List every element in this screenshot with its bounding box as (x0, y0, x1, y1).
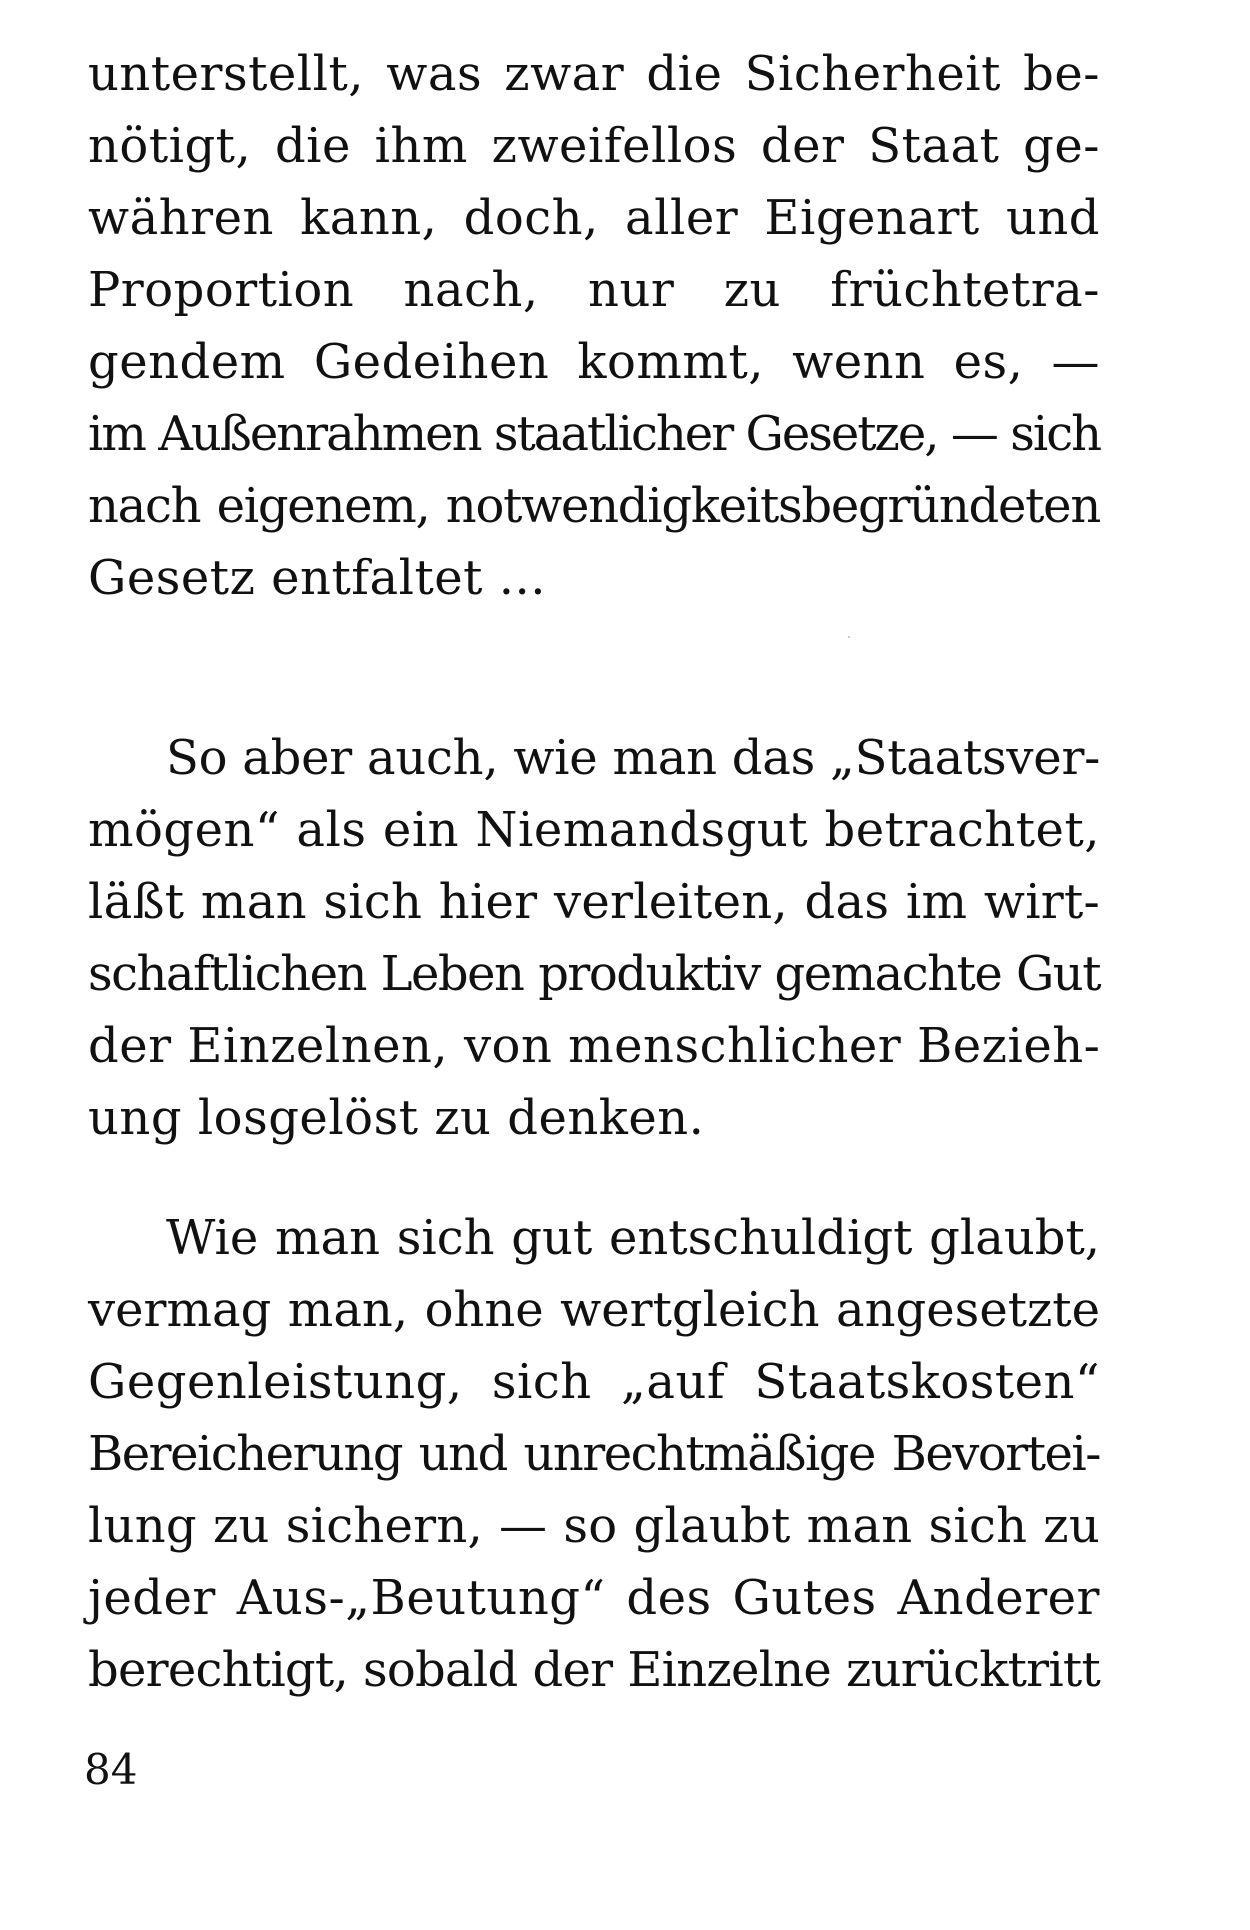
text-line: So aber auch, wie man das „Staatsver- (166, 730, 1101, 786)
text-line: Bereicherung und unrechtmäßige Bevortei- (88, 1426, 1100, 1482)
text-line: unterstellt, was zwar die Sicherheit be- (88, 46, 1100, 102)
text-line: der Einzelnen, von menschlicher Bezieh- (88, 1018, 1101, 1074)
text-line: Gesetz entfaltet ... (88, 550, 546, 606)
text-line: nach eigenem, notwendigkeitsbegründeten (88, 478, 1100, 534)
text-line: schaftlichen Leben produktiv gemachte Gut (88, 946, 1100, 1002)
text-line: Wie man sich gut entschuldigt glaubt, (166, 1210, 1100, 1266)
paragraph-3 (88, 1202, 1100, 1706)
text-line: Proportion nach, nur zu früchtetra- (88, 262, 1100, 318)
text-line: vermag man, ohne wertgleich angesetzte (88, 1282, 1100, 1338)
text-line: mögen“ als ein Niemandsgut betrachtet, (88, 802, 1100, 858)
paragraph-1 (88, 38, 1100, 614)
text-line: im Außenrahmen staatlicher Gesetze, — sich (88, 406, 1100, 462)
paragraph-2 (88, 722, 1100, 1154)
text-line: nötigt, die ihm zweifellos der Staat ge- (88, 118, 1100, 174)
text-line: jeder Aus-„Beutung“ des Gutes Anderer (88, 1570, 1100, 1626)
text-line: währen kann, doch, aller Eigenart und (88, 190, 1100, 246)
text-line: Gegenleistung, sich „auf Staatskosten“ (88, 1354, 1100, 1410)
text-line: gendem Gedeihen kommt, wenn es, — (88, 334, 1100, 390)
text-line: ung losgelöst zu denken. (88, 1090, 705, 1146)
text-line: lung zu sichern, — so glaubt man sich zu (88, 1498, 1100, 1554)
page-number: 84 (84, 1745, 138, 1794)
print-speck (848, 636, 850, 638)
text-line: läßt man sich hier verleiten, das im wirt- (88, 874, 1100, 930)
text-line: berechtigt, sobald der Einzelne zurücktritt (88, 1642, 1100, 1698)
